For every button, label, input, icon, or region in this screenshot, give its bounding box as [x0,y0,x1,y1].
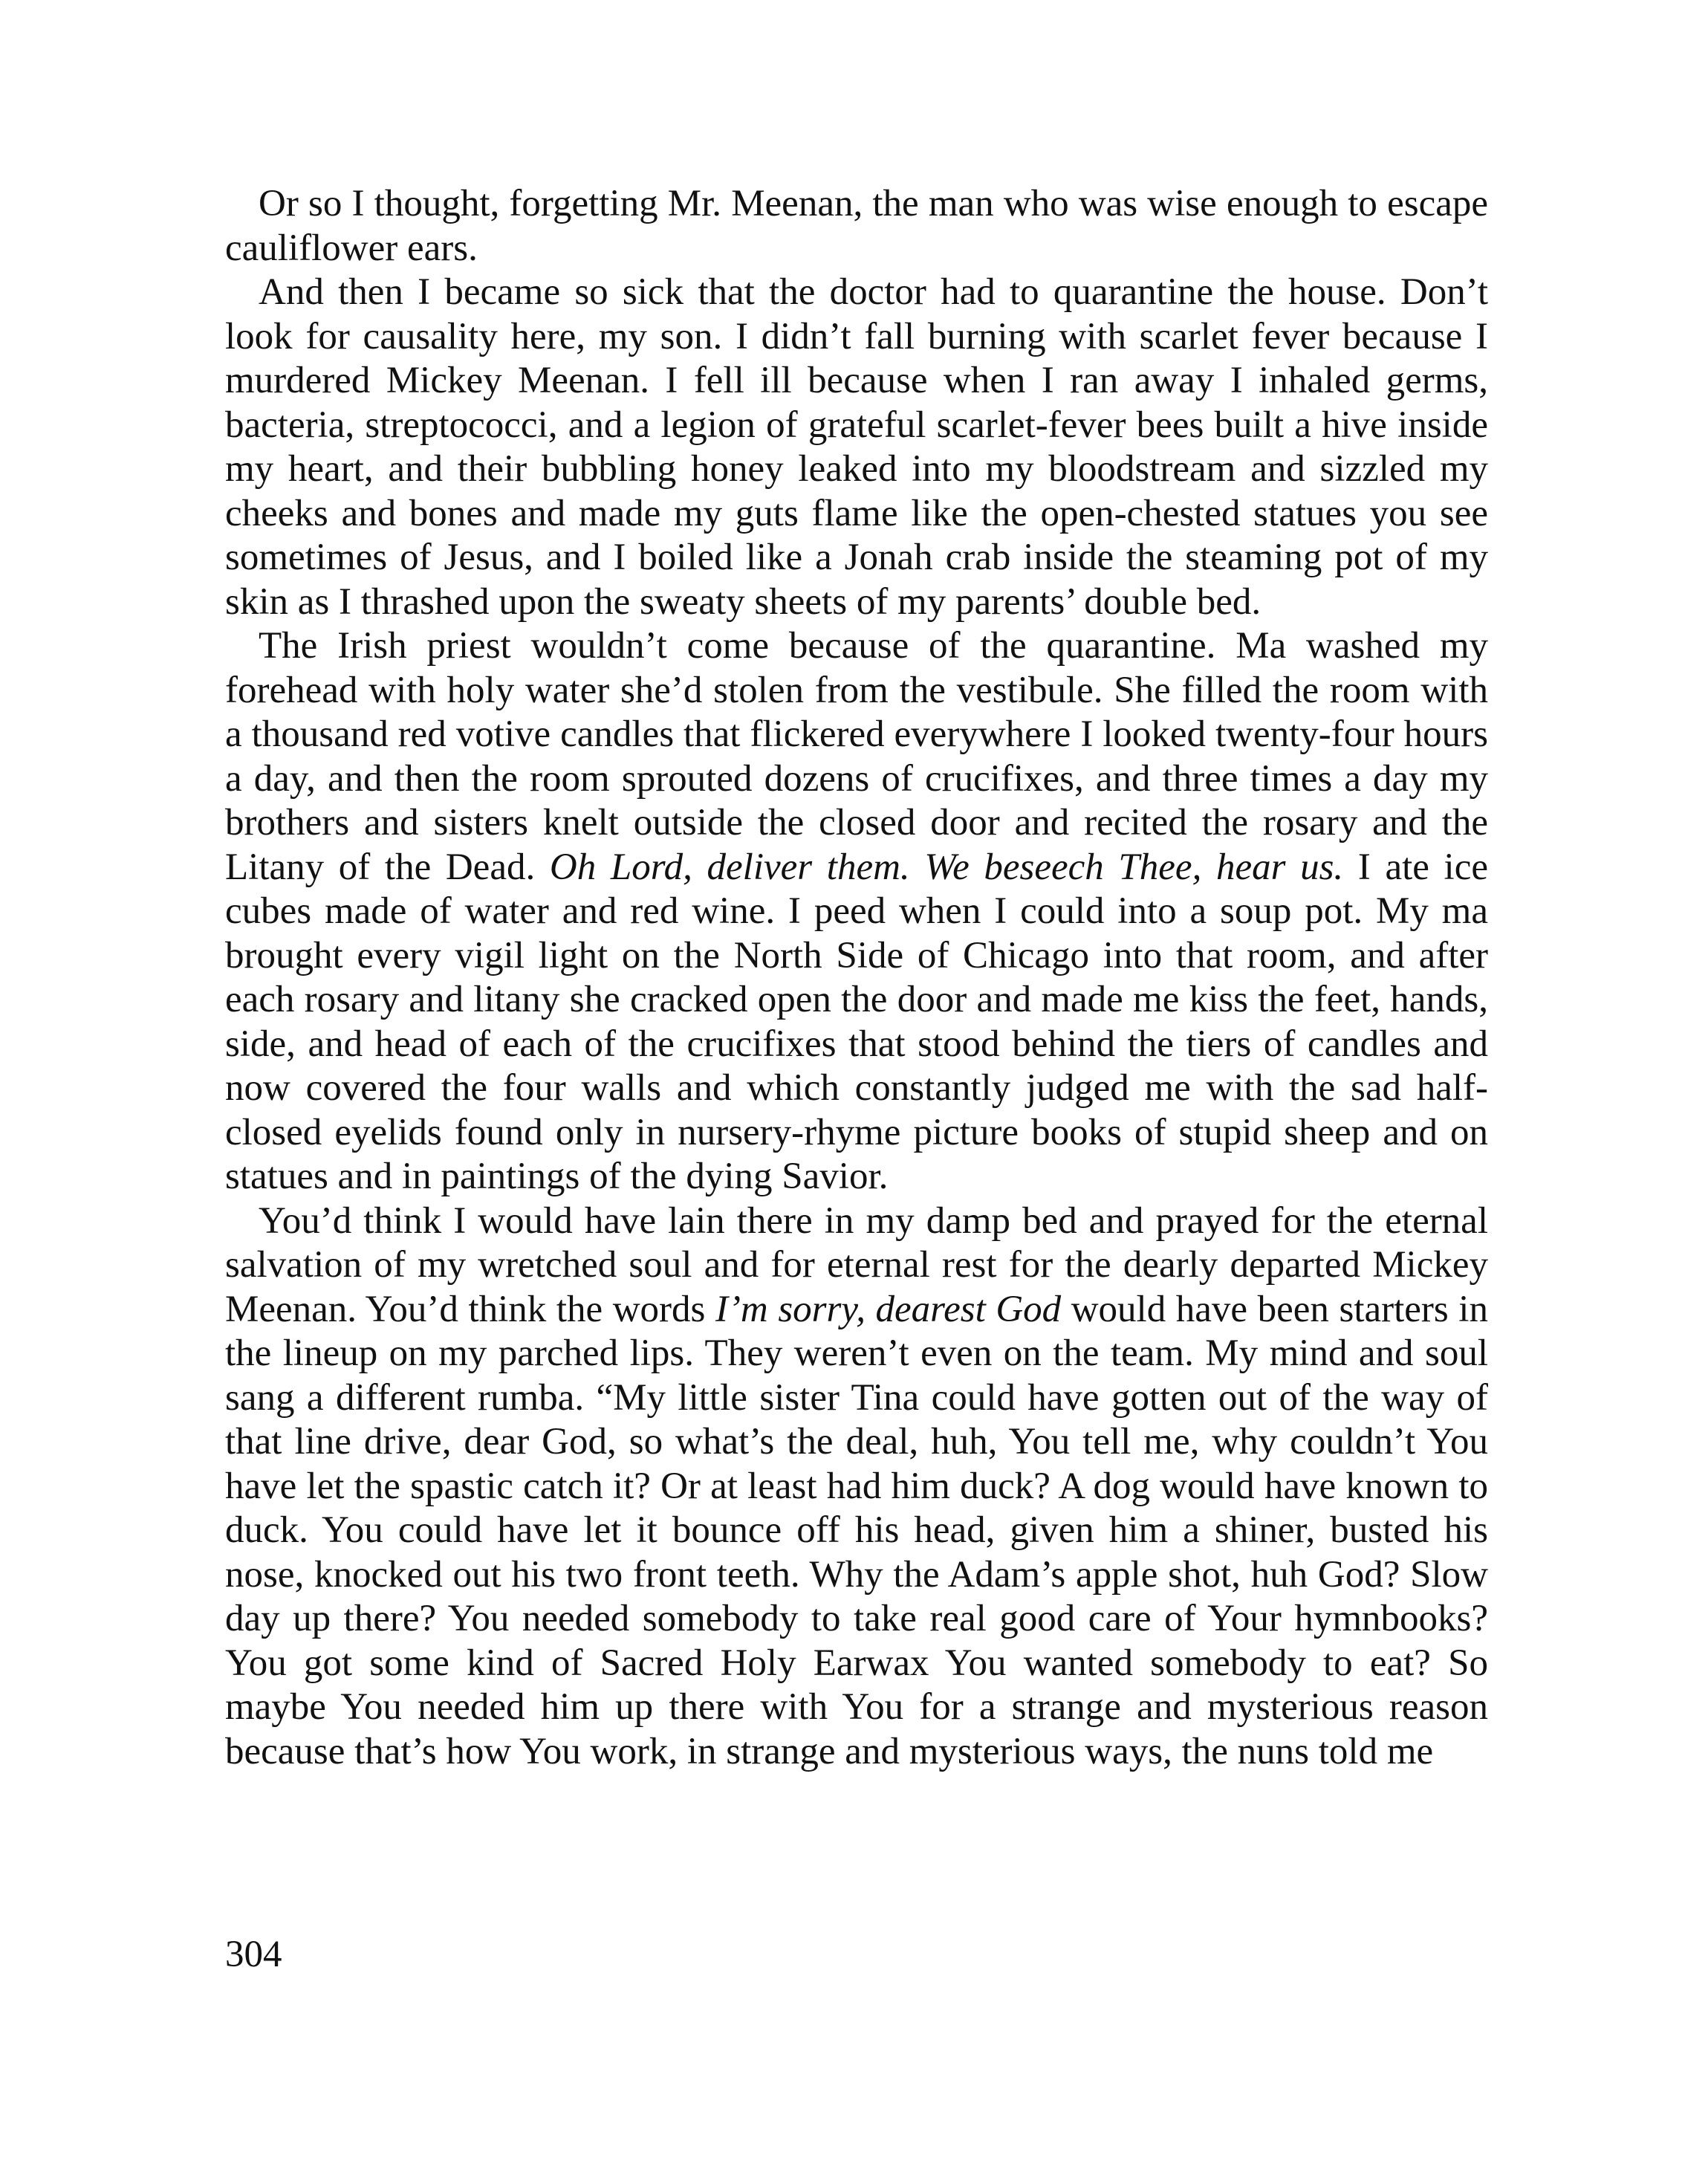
paragraph-2 [225,271,1488,624]
paragraph-3-italic-litany: Oh Lord, deliver them. We beseech Thee, hear us. [549,846,1344,888]
page-number: 304 [225,1934,282,1975]
paragraph-3-text-a: The Irish priest wouldn’t come because of the quarantine. Ma washed my forehead with holy water she’d stolen from the vestibule. She filled the room with a thousand red votive candles that flickered everywhere I looked twenty-four hours a day, and then the room sprouted dozens of crucifixes, and three times a day my brothers and sisters knelt outside the closed door and recited the rosary and the Litany of the Dead. [225,625,1488,888]
page-body-text [225,182,1488,1774]
paragraph-1-text: Or so I thought, forgetting Mr. Meenan, the man who was wise enough to escape cauliflower ears. [225,183,1488,269]
paragraph-4-text-a: You’d think I would have lain there in my damp bed and prayed for the eternal salvation of my wretched soul and for eternal rest for the dearly departed Mickey Meenan. You’d think the words [225,1199,1488,1330]
paragraph-4-text-b: would have been starters in the lineup on my parched lips. They weren’t even on the team. My mind and soul sang a different rumba. “My little sister Tina could have gotten out of the way of that line drive, dear God, so what’s the deal, huh, You tell me, why couldn’t You have let the spastic catch it? Or at least had him duck? A dog would have known to duck. You could have let it bounce off his head, given him a shiner, busted his nose, knocked out his two front teeth. Why the Adam’s apple shot, huh God? Slow day up there? You needed somebody to take real good care of Your hymnbooks? You got some kind of Sacred Holy Earwax You wanted somebody to eat? So maybe You needed him up there with You for a strange and mysterious reason because that’s how You work, in strange and mysterious ways, the nuns told me [225,1288,1488,1772]
paragraph-3-text-b: I ate ice cubes made of water and red wine. I peed when I could into a soup pot. My ma brought every vigil light on the North Side of Chicago into that room, and after each rosary and litany she cracked open the door and made me kiss the feet, hands, side, and head of each of the crucifixes that stood behind the tiers of candles and now covered the four walls and which constantly judged me with the sad half-closed eyelids found only in nursery-rhyme picture books of stupid sheep and on statues and in paintings of the dying Savior. [225,846,1488,1197]
paragraph-4 [225,1199,1488,1775]
paragraph-2-text: And then I became so sick that the doctor had to quarantine the house. Don’t look for causality here, my son. I didn’t fall burning with scarlet fever because I murdered Mickey Meenan. I fell ill because when I ran away I inhaled germs, bacteria, streptococci, and a legion of grateful scarlet-fever bees built a hive inside my heart, and their bubbling honey leaked into my bloodstream and sizzled my cheeks and bones and made my guts flame like the open-chested statues you see sometimes of Jesus, and I boiled like a Jonah crab inside the steaming pot of my skin as I thrashed upon the sweaty sheets of my parents’ double bed. [225,271,1488,623]
paragraph-4-italic-apology: I’m sorry, dearest God [715,1288,1062,1330]
paragraph-3 [225,624,1488,1199]
paragraph-1 [225,182,1488,271]
